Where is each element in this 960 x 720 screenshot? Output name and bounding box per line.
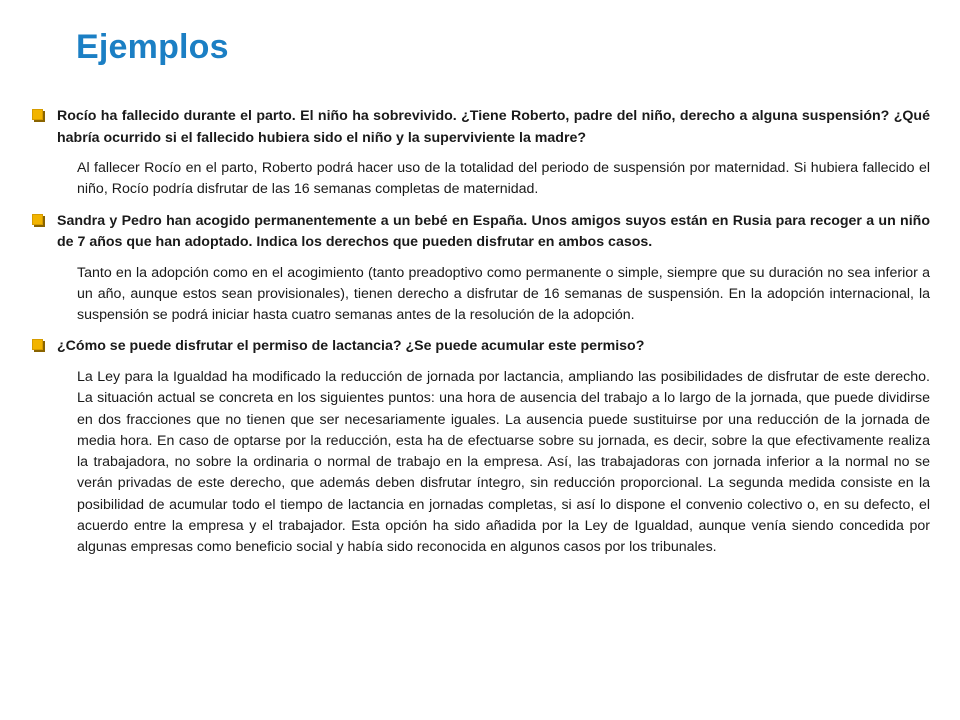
example-item-2 [32, 211, 930, 327]
square-bullet-icon [32, 214, 43, 225]
example-question-2: Sandra y Pedro han acogido permanentemente a un bebé en España. Unos amigos suyos están en Rusia para recoger a un niño de 7 años que han adoptado. Indica los derechos que pueden disfrutar en ambos casos. [57, 212, 930, 251]
example-question-3: ¿Cómo se puede disfrutar el permiso de lactancia? ¿Se puede acumular este permiso? [57, 338, 645, 355]
example-item-3 [32, 336, 930, 558]
example-item-1 [32, 106, 930, 201]
example-question-1: Rocío ha fallecido durante el parto. El niño ha sobrevivido. ¿Tiene Roberto, padre del niño, derecho a alguna suspensión? ¿Qué habría ocurrido si el fallecido hubiera sido el niño y la superviviente la madre? [57, 108, 930, 146]
slide-title: Ejemplos [76, 28, 229, 66]
example-answer-2: Tanto en la adopción como en el acogimiento (tanto preadoptivo como permanente o simple, siempre que su duración no sea inferior a un año, aunque estos sean provisionales), tienen derecho a disfrutar de 16 semanas de suspensión. En la adopción internacional, la suspensión se podrá iniciar hasta cuatro semanas antes de la resolución de la adopción. [77, 264, 930, 324]
example-answer-3: La Ley para la Igualdad ha modificado la reducción de jornada por lactancia, ampliando las posibilidades de disfrutar de este derecho. La situación actual se concreta en los siguientes puntos: una hora de ausencia del trabajo a lo largo de la jornada, que puede dividirse en dos fracciones que no tienen que ser necesariamente iguales. La ausencia puede sustituirse por una reducción de la jornada de media hora. En caso de optarse por la reducción, esta ha de efectuarse sobre su jornada, es decir, sobre la que efectivamente realiza la trabajadora, no sobre la ordinaria o normal de trabajo en la empresa. Así, las trabajadoras con jornada inferior a la normal no se verán privadas de este derecho, que además deben disfrutar íntegro, sin reducción proporcional. La segunda medida consiste en la posibilidad de acumular todo el tiempo de lactancia en jornadas completas, si así lo dispone el convenio colectivo o, en su defecto, el acuerdo entre la empresa y el trabajador. Esta opción ha sido añadida por la Ley de Igualdad, aunque venía siendo concedida por algunas empresas como beneficio social y había sido reconocida en algunos casos por los tribunales. [77, 368, 930, 556]
example-answer-1: Al fallecer Rocío en el parto, Roberto podrá hacer uso de la totalidad del periodo de suspensión por maternidad. Si hubiera fallecido el niño, Rocío podría disfrutar de las 16 semanas completas de maternidad. [77, 160, 930, 198]
square-bullet-icon [32, 109, 43, 120]
square-bullet-icon [32, 339, 43, 350]
examples-list [32, 106, 930, 559]
